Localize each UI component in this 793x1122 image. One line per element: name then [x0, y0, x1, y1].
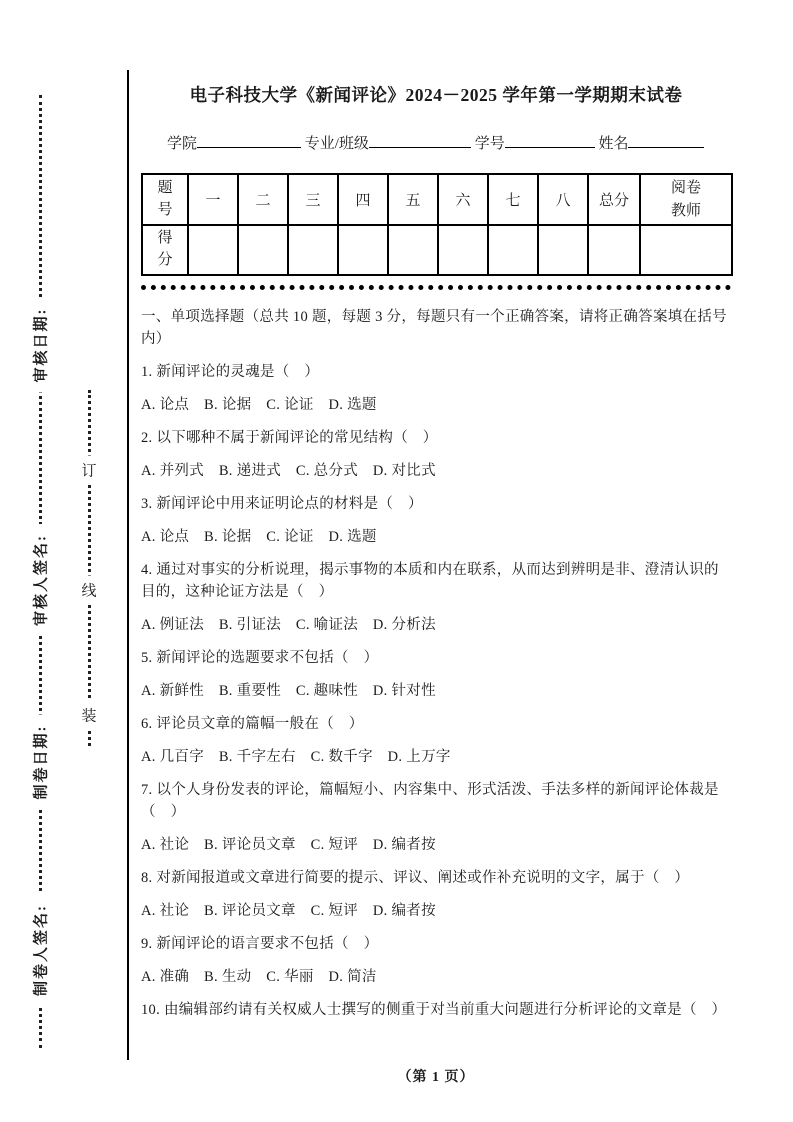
college-field — [167, 132, 301, 153]
question-3-text: 3. 新闻评论中用来证明论点的材料是（ ） — [141, 495, 423, 512]
score-cell-4 — [338, 225, 388, 275]
score-cell-1 — [188, 225, 238, 275]
question-3-options: A. 论点 B. 论据 C. 论证 D. 选题 — [141, 528, 377, 545]
name-field — [598, 132, 704, 153]
score-table — [141, 173, 733, 276]
review-date-label: 审核日期: — [30, 298, 51, 393]
column-header-2: 二 — [238, 174, 288, 225]
grader-cell — [640, 225, 732, 275]
page-title: 电子科技大学《新闻评论》2024－2025 学年第一学期期末试卷 — [189, 85, 683, 105]
binding-dotted-line — [88, 390, 91, 746]
question-9-text: 9. 新闻评论的语言要求不包括（ ） — [141, 935, 379, 952]
student-id-blank — [505, 133, 595, 148]
question-1-text: 1. 新闻评论的灵魂是（ ） — [141, 363, 320, 380]
question-2-text: 2. 以下哪种不属于新闻评论的常见结构（ ） — [141, 429, 438, 446]
name-blank — [628, 133, 704, 148]
major-class-blank — [369, 133, 471, 148]
question-4-options: A. 例证法 B. 引证法 C. 喻证法 D. 分析法 — [141, 616, 436, 633]
question-6-text: 6. 评论员文章的篇幅一般在（ ） — [141, 715, 364, 732]
question-4-text: 4. 通过对事实的分析说理，揭示事物的本质和内在联系，从而达到辨明是非、澄清认识的目的，这种论证方法是（ ） — [141, 561, 719, 600]
grader-header — [640, 174, 732, 225]
question-5-options: A. 新鲜性 B. 重要性 C. 趣味性 D. 针对性 — [141, 682, 436, 699]
question-8-options: A. 社论 B. 评论员文章 C. 短评 D. 编者按 — [141, 902, 436, 919]
column-header-3: 三 — [288, 174, 338, 225]
question-number-label: 题号 — [157, 179, 173, 218]
total-score-cell — [588, 225, 640, 275]
dotted-separator — [141, 285, 731, 290]
question-9-options: A. 准确 B. 生动 C. 华丽 D. 简洁 — [141, 968, 377, 985]
question-1-options: A. 论点 B. 论据 C. 论证 D. 选题 — [141, 396, 377, 413]
binding-char-ding: 订 — [81, 456, 96, 485]
score-cell-7 — [488, 225, 538, 275]
major-class-field — [305, 132, 471, 153]
score-table-corner-cell — [142, 174, 188, 225]
score-row — [142, 225, 732, 275]
column-header-5: 五 — [388, 174, 438, 225]
grader-label: 阅卷教师 — [670, 180, 701, 219]
binding-char-xian: 线 — [81, 576, 96, 605]
student-info-line — [141, 132, 731, 153]
question-6-options: A. 几百字 B. 千字左右 C. 数千字 D. 上万字 — [141, 748, 451, 765]
paper-making-date-label: 制卷日期: — [30, 715, 51, 810]
column-header-6: 六 — [438, 174, 488, 225]
column-header-1: 一 — [188, 174, 238, 225]
question-2-options: A. 并列式 B. 递进式 C. 总分式 D. 对比式 — [141, 462, 436, 479]
score-label: 得分 — [157, 230, 173, 268]
score-table-header-row — [142, 174, 732, 225]
column-header-7: 七 — [488, 174, 538, 225]
college-blank — [197, 133, 301, 148]
question-8-text: 8. 对新闻报道或文章进行简要的提示、评议、阐述或作补充说明的文字，属于（ ） — [141, 869, 690, 886]
question-7-options: A. 社论 B. 评论员文章 C. 短评 D. 编者按 — [141, 836, 436, 853]
reviewer-signature-label: 审核人签名: — [30, 524, 51, 636]
question-10-text: 10. 由编辑部约请有关权威人士撰写的侧重于对当前重大问题进行分析评论的文章是（ ） — [141, 1001, 727, 1018]
column-header-4: 四 — [338, 174, 388, 225]
score-cell-6 — [438, 225, 488, 275]
score-cell-2 — [238, 225, 288, 275]
score-cell-3 — [288, 225, 338, 275]
student-id-label: 学号 — [474, 136, 505, 152]
paper-maker-signature-label: 制卷人签名: — [30, 894, 51, 1006]
binding-char-zhuang: 装 — [81, 701, 96, 730]
score-cell-8 — [538, 225, 588, 275]
main-content — [141, 82, 731, 1032]
question-5-text: 5. 新闻评论的选题要求不包括（ ） — [141, 649, 379, 666]
college-label: 学院 — [167, 136, 198, 152]
question-section — [141, 306, 731, 1021]
score-cell-5 — [388, 225, 438, 275]
name-label: 姓名 — [598, 136, 629, 152]
page-number: （第 1 页） — [397, 1070, 475, 1085]
major-class-label: 专业/班级 — [304, 136, 369, 152]
page-frame-line — [127, 70, 129, 1060]
question-7-text: 7. 以个人身份发表的评论，篇幅短小、内容集中、形式活泼、手法多样的新闻评论体裁是（ ） — [141, 781, 719, 820]
section-heading: 一、单项选择题（总共 10 题，每题 3 分，每题只有一个正确答案，请将正确答案填在括号内） — [141, 308, 727, 347]
score-row-label-cell — [142, 225, 188, 275]
total-score-header: 总分 — [588, 174, 640, 225]
column-header-8: 八 — [538, 174, 588, 225]
student-id-field — [475, 132, 595, 153]
